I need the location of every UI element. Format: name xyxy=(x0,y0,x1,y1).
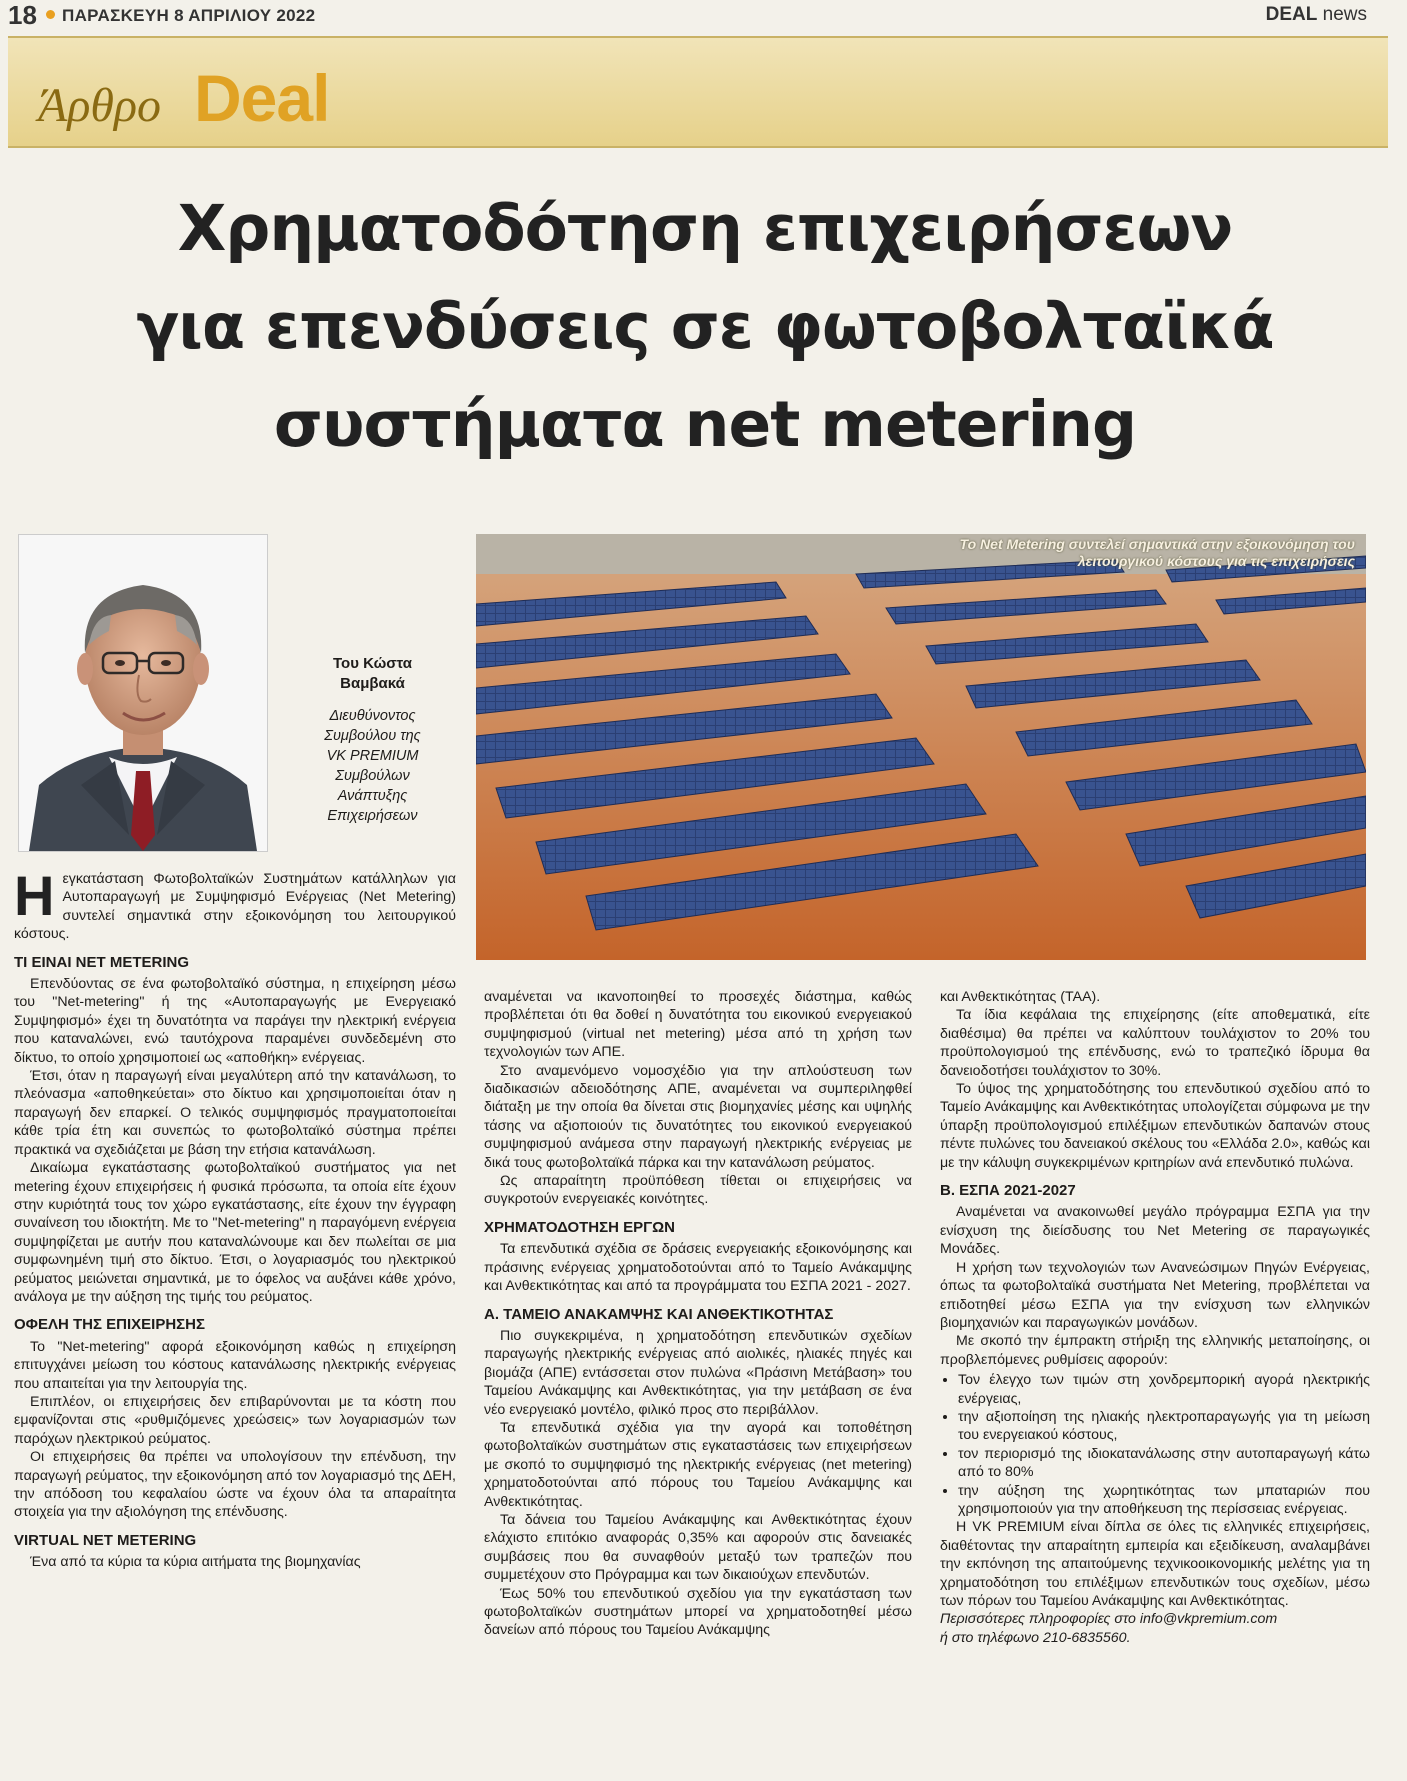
caption-line-1: Το Net Metering συντελεί σημαντικά στην εξοικονόμηση του xyxy=(959,536,1355,552)
paragraph: Οι επιχειρήσεις θα πρέπει να υπολογίσουν την επένδυση, την παραγωγή ρεύματος, την εξοικονόμηση από τον λογαριασμό της ΔΕΗ, την απόδοση του κεφαλαίου ώστε να έχουν όλα τα απαραίτητα στοιχεία για την αξιολόγηση της επένδυσης. xyxy=(14,1449,456,1521)
paragraph: Επενδύοντας σε ένα φωτοβολταϊκό σύστημα, η επιχείρηση μέσω του "Net-metering" ή της «Αυτοπαραγωγής με Ενεργειακό Συμψηφισμό» έχει τη δυνατότητα να παράγει την ηλεκτρική ενέργεια που καταναλώνει, ενώ ταυτόχρονα παραμένει συνδεδεμένη στο δίκτυο, το οποίο χρησιμοποιεί ως «αποθήκη» ενέργειας. xyxy=(14,976,456,1066)
subheading: ΧΡΗΜΑΤΟΔΟΤΗΣΗ ΕΡΓΩΝ xyxy=(484,1218,676,1236)
subheading: Β. ΕΣΠΑ 2021-2027 xyxy=(940,1182,1076,1200)
brand-bold: DEAL xyxy=(1265,4,1318,25)
headline-line-2: για επενδύσεις σε φωτοβολταϊκά xyxy=(136,290,1274,363)
paragraph: Με σκοπό την έμπρακτη στήριξη της ελληνικής μεταποίησης, οι προβλεπόμενες ρυθμίσεις αφορούν: xyxy=(940,1333,1370,1368)
author-name-line-2: Βαμβακά xyxy=(340,675,405,692)
subheading: ΟΦΕΛΗ ΤΗΣ ΕΠΙΧΕΙΡΗΣΗΣ xyxy=(14,1316,206,1334)
bullet-item: • την αξιοποίηση της ηλιακής ηλεκτροπαραγωγής για τη μείωση του ενεργειακού κόστους, xyxy=(958,1408,1370,1445)
author-title-line: Συμβούλου της xyxy=(324,728,421,744)
page-number: 18 xyxy=(8,0,37,30)
subheading: VIRTUAL NET METERING xyxy=(14,1531,197,1549)
photo-caption xyxy=(930,536,1355,570)
author-title-line: Συμβούλων xyxy=(335,768,410,784)
paragraph: Το "Net-metering" αφορά εξοικονόμηση καθώς η επιχείρηση επιτυγχάνει μείωση του κόστους κατανάλωσης ηλεκτρικής ενέργειας που απαιτείται για την λειτουργία της. xyxy=(14,1338,456,1392)
paragraph: Τα επενδυτικά σχέδια για την αγορά και τοποθέτηση φωτοβολταϊκών συστημάτων στις εγκαταστάσεις των επιχειρήσεων με σκοπό το συμψηφισμό της ηλεκτρικής ενέργειας (net metering) χρηματοδοτούνται από πόρους του Ταμείου Ανάκαμψης και Ανθεκτικότητας. xyxy=(484,1419,912,1510)
author-title-line: VK PREMIUM xyxy=(326,748,419,764)
author-portrait-icon xyxy=(19,535,267,851)
paragraph: Έως 50% του επενδυτικού σχεδίου για την εγκατάσταση των φωτοβολταϊκών συστημάτων μπορεί να χρηματοδοτηθεί μέσω δανείων από πόρους του Ταμείου Ανάκαμψης xyxy=(484,1585,912,1639)
paragraph: Το ύψος της χρηματοδότησης του επενδυτικού σχεδίου από το Ταμείο Ανάκαμψης και Ανθεκτικότητας υπολογίζεται σύμφωνα με την ύπαρξη προϋπολογισμού επιλέξιμων επενδυτικών δαπανών στους πέντε πυλώνες του δανειακού σκέλους του «Ελλάδα 2.0», καθώς και με την κάλυψη συγκεκριμένων κριτηρίων ανά επενδυτικό πυλώνα. xyxy=(940,1081,1370,1171)
bullet-dot-icon xyxy=(46,10,55,19)
paragraph: Ένα από τα κύρια τα κύρια αιτήματα της βιομηχανίας xyxy=(30,1554,361,1571)
contact-info xyxy=(940,1610,1370,1647)
section-banner xyxy=(8,36,1388,148)
author-title xyxy=(290,706,455,826)
bullet-item: • την αύξηση της χωρητικότητας των μπαταριών που χρησιμοποιούν για την αποθήκευση της περίσσειας ενέργειας. xyxy=(958,1482,1370,1519)
paragraph: και Ανθεκτικότητας (ΤΑΑ). xyxy=(940,989,1101,1005)
lead-text: εγκατάσταση Φωτοβολταϊκών Συστημάτων κατάλληλων για Αυτοπαραγωγή με Συμψηφισμό Ενέργειας (Net Metering) συντελεί σημαντικά στην εξοικονόμηση του λειτουργικού κόστους. xyxy=(14,871,456,943)
drop-cap: Η xyxy=(14,864,55,927)
brand-light: news xyxy=(1317,4,1367,25)
headline-line-3: συστήματα net metering xyxy=(273,388,1137,461)
paragraph: Τα δάνεια του Ταμείου Ανάκαμψης και Ανθεκτικότητας έχουν ελάχιστο επιτόκιο αναφοράς 0,35% και αφορούν στις δανειακές συμβάσεις που θα συναφθούν μεταξύ των τραπεζών που συμμετέχουν στο Πρόγραμμα και των δικαιούχων επενδυτών. xyxy=(484,1511,912,1584)
author-photo xyxy=(18,534,268,852)
author-title-line: Επιχειρήσεων xyxy=(327,808,418,824)
author-name-line-1: Του Κώστα xyxy=(332,655,413,672)
paragraph: Ως απαραίτητη προϋπόθεση τίθεται οι επιχειρήσεις να συγκροτούν ενεργειακές κοινότητες. xyxy=(484,1173,912,1208)
paragraph: Στο αναμενόμενο νομοσχέδιο για την απλούστευση των διαδικασιών αδειοδότησης ΑΠΕ, αναμένεται να συμπεριληφθεί διάταξη με την οποία θα δίνεται στις βιομηχανίες μέσης και υψηλής τάσης να αξιοποιούν τις δυνατότητες του εικονικού ενεργειακού συμψηφισμού ανάμεσα στην παραγωγή ηλεκτρικής ενέργειας με δικά τους φωτοβολταϊκά πάρκα και την κατανάλωση ρεύματος. xyxy=(484,1062,912,1171)
bullet-item: • Τον έλεγχο των τιμών στη χονδρεμπορική αγορά ηλεκτρικής ενέργειας, xyxy=(958,1371,1370,1408)
lead-paragraph xyxy=(14,864,456,944)
headline-line-1: Χρηματοδότηση επιχειρήσεων xyxy=(177,192,1233,265)
author-title-line: Διευθύνοντος xyxy=(329,708,416,724)
issue-date: ΠΑΡΑΣΚΕΥΗ 8 ΑΠΡΙΛΙΟΥ 2022 xyxy=(62,6,316,25)
article-column-1 xyxy=(14,864,456,1572)
paragraph: αναμένεται να ικανοποιηθεί το προσεχές διάστημα, καθώς προβλέπεται ότι θα δοθεί η δυνατότητα του εικονικού ενεργειακού συμψηφισμού (virtual net metering) μέσα από τη χρήση των τεχνολογιών των ΑΠΕ. xyxy=(484,989,912,1061)
caption-line-2: λειτουργικού κόστους για τις επιχειρήσεις xyxy=(1077,553,1355,569)
author-title-line: Ανάπτυξης xyxy=(337,788,408,804)
paragraph: Πιο συγκεκριμένα, η χρηματοδότηση επενδυτικών σχεδίων παραγωγής ηλεκτρικής ενέργειας από αιολικές, ηλιακές πηγές και βιομάζα (ΑΠΕ) εντάσσεται στον πυλώνα «Πράσινη Μετάβαση» του Ταμείου Ανάκαμψης και Ανθεκτικότητας, για την μετάβαση σε ένα νέο ενεργειακό μοντέλο, φιλικό προς στο περιβάλλον. xyxy=(484,1327,912,1418)
bullet-list xyxy=(940,1371,1370,1518)
publication-brand xyxy=(1266,4,1367,26)
paragraph: Επιπλέον, οι επιχειρήσεις δεν επιβαρύνονται με τα κόστη που εμφανίζονται στις «ρυθμιζόμενες χρεώσεις» των λογαριασμών των παρόχων ηλεκτρικού ρεύματος. xyxy=(14,1393,456,1447)
section-label-deal: Deal xyxy=(194,61,330,135)
article-headline xyxy=(40,180,1370,474)
article-column-2 xyxy=(484,988,912,1640)
contact-line-1: Περισσότερες πληροφορίες στο info@vkpremium.com xyxy=(940,1611,1278,1628)
author-name xyxy=(300,654,445,694)
contact-line-2: ή στο τηλέφωνο 210-6835560. xyxy=(940,1629,1131,1646)
solar-farm-photo-icon xyxy=(476,534,1366,960)
page-header xyxy=(0,0,1407,32)
solar-farm-photo xyxy=(476,534,1366,960)
subheading: ΤΙ ΕΙΝΑΙ NET METERING xyxy=(14,953,190,971)
bullet-item: • τον περιορισμό της ιδιοκατανάλωσης στην αυτοπαραγωγή κάτω από το 80% xyxy=(958,1445,1370,1482)
paragraph: Δικαίωμα εγκατάστασης φωτοβολταϊκού συστήματος για net metering έχουν επιχειρήσεις ή φυσικά πρόσωπα, τα οποία είτε έχουν στην κυριότητά τους τον χώρο εγκατάστασης, είτε έχουν την έγγραφη συναίνεση του ιδιοκτήτη. Με το "Net-metering" η παραγόμενη ενέργεια συμψηφίζεται με αυτήν που καταναλώνουμε και δεν πωλείται σε μια συμφωνημένη τιμή στο δίκτυο. Έτσι, ο λογαριασμός του ηλεκτρικού ρεύματος μειώνεται σημαντικά, με το όφελος να αυξάνει κάθε χρόνο, ανάλογα με την αύξηση της τιμής του ρεύματος. xyxy=(14,1160,456,1305)
paragraph: Τα ίδια κεφάλαια της επιχείρησης (είτε αποθεματικά, είτε διαθέσιμα) θα πρέπει να καλύπτουν τουλάχιστον το 20% του προϋπολογισμού της επένδυσης, ενώ το τραπεζικό ίδρυμα θα δανειοδοτήσει τουλάχιστον το 30%. xyxy=(940,1007,1370,1079)
paragraph: Η VK PREMIUM είναι δίπλα σε όλες τις ελληνικές επιχειρήσεις, διαθέτοντας την απαραίτητη εμπειρία και εξειδίκευση, αναλαμβάνει την εκπόνηση της απαιτούμενης τεχνικοοικονομικής μελέτης για τη χρηματοδότηση του επιλέξιμων επενδυτικών τους σχεδίων, μέσω των πόρων του Ταμείου Ανάκαμψης και Ανθεκτικότητας. xyxy=(940,1519,1370,1609)
paragraph: Η χρήση των τεχνολογιών των Ανανεώσιμων Πηγών Ενέργειας, όπως τα φωτοβολταϊκά συστήματα Net Metering, προβλέπεται να επιδοτηθεί μέσω ΕΣΠΑ για την ενίσχυση των ελληνικών βιομηχανιών και παραγωγικών μονάδων. xyxy=(940,1259,1370,1331)
article-column-3 xyxy=(940,988,1370,1647)
section-label-greek: Άρθρο xyxy=(38,79,161,132)
paragraph: Αναμένεται να ανακοινωθεί μεγάλο πρόγραμμα ΕΣΠΑ για την ενίσχυση της διείσδυσης του Net Metering σε παραγωγικές Μονάδες. xyxy=(940,1204,1370,1258)
subheading: Α. ΤΑΜΕΙΟ ΑΝΑΚΑΜΨΗΣ ΚΑΙ ΑΝΘΕΚΤΙΚΟΤΗΤΑΣ xyxy=(484,1305,834,1323)
paragraph: Τα επενδυτικά σχέδια σε δράσεις ενεργειακής εξοικονόμησης και πράσινης ενέργειας χρηματοδοτούνται από το Ταμείο Ανάκαμψης και Ανθεκτικότητας και από τα προγράμματα του ΕΣΠΑ 2021 - 2027. xyxy=(484,1241,912,1295)
paragraph: Έτσι, όταν η παραγωγή είναι μεγαλύτερη από την κατανάλωση, το πλεόνασμα «αποθηκεύεται» στο δίκτυο και χρησιμοποιείται όταν η παραγωγή δεν επαρκεί. Ο τελικός συμψηφισμός πραγματοποιείται κάθε τρία έτη και συνεπώς το φωτοβολταϊκό σύστημα πρέπει πρακτικά να σχεδιάζεται με βάση την ετήσια κατανάλωση. xyxy=(14,1068,456,1158)
